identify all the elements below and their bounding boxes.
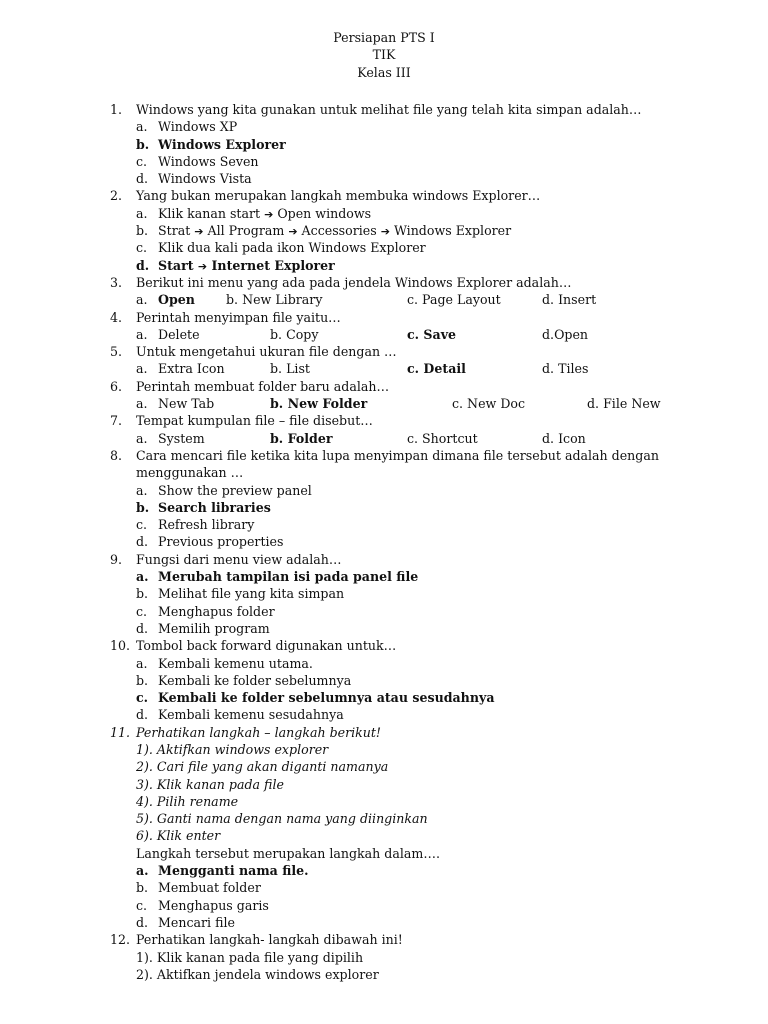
question-number: 11. — [110, 724, 131, 740]
options-row-6: a. New Tab b. New Folder c. New Doc d. File New — [136, 396, 661, 412]
question-number: 2. — [110, 188, 123, 204]
right-arrow-icon: ➔ — [194, 225, 204, 239]
option-5c-answer: c. Detail — [407, 361, 466, 377]
option-4b: b. Copy — [270, 326, 319, 342]
question-text: Cara mencari file ketika kita lupa menyimpan dimana file tersebut adalah dengan — [136, 447, 659, 463]
question-text: Tempat kumpulan file – file disebut… — [136, 413, 373, 429]
option-3d: d. Insert — [542, 292, 597, 308]
header-subject: TIK — [372, 47, 396, 62]
question-9 — [0, 551, 768, 568]
options-row-7: a. System b. Folder c. Shortcut d. Icon — [136, 430, 586, 446]
option-5a: Extra Icon — [158, 361, 225, 377]
question-number: 7. — [110, 413, 123, 429]
option-5d: d. Tiles — [542, 361, 589, 377]
option-3b: b. New Library — [226, 292, 323, 308]
question-text: Tombol back forward digunakan untuk… — [136, 638, 397, 654]
option-6d: d. File New — [587, 396, 661, 412]
question-8 — [0, 447, 768, 464]
question-12 — [0, 931, 768, 948]
option-10a: a. Kembali kemenu utama. — [136, 655, 313, 671]
question-8-continued — [0, 464, 768, 481]
question-text: Windows yang kita gunakan untuk melihat file yang telah kita simpan adalah… — [136, 102, 642, 117]
question-text: Perhatikan langkah – langkah berikut! — [136, 724, 381, 740]
options-row-3: a. Open b. New Library c. Page Layout d. Insert — [136, 292, 597, 308]
options-row-4: a. Delete b. Copy c. Save d.Open — [136, 326, 589, 342]
step-4: 4). Pilih rename — [136, 793, 239, 809]
question-number: 6. — [110, 378, 123, 394]
option-7a: System — [158, 430, 205, 446]
option-6b-answer: b. New Folder — [270, 396, 368, 412]
step-6: 6). Klik enter — [136, 828, 221, 844]
question-4 — [0, 309, 768, 326]
option-9d: d. Memilih program — [136, 620, 270, 636]
right-arrow-icon: ➔ — [288, 225, 298, 239]
step-3: 3). Klik kanan pada file — [136, 776, 284, 792]
question-text: Berikut ini menu yang ada pada jendela Windows Explorer adalah… — [136, 274, 572, 290]
step-12-1: 1). Klik kanan pada file yang dipilih — [136, 949, 364, 965]
option-8d: d. Previous properties — [136, 534, 284, 550]
option-2d-answer: d. Start ➔ Internet Explorer — [136, 257, 335, 273]
option-8c: c. Refresh library — [136, 517, 255, 533]
step-5: 5). Ganti nama dengan nama yang diinginkan — [136, 811, 428, 827]
option-10c-answer: c. Kembali ke folder sebelumnya atau sesudahnya — [136, 690, 495, 706]
question-number: 9. — [110, 551, 123, 567]
header-class: Kelas III — [357, 64, 411, 80]
option-2c: c. Klik dua kali pada ikon Windows Explorer — [136, 240, 426, 256]
option-1a: a. Windows XP — [136, 119, 238, 135]
question-5 — [0, 343, 768, 360]
option-11d: d. Mencari file — [136, 914, 235, 930]
option-3a-answer: Open — [158, 292, 195, 308]
option-7b-answer: b. Folder — [270, 430, 333, 446]
question-11-prompt: Langkah tersebut merupakan langkah dalam…. — [136, 845, 440, 861]
option-11c: c. Menghapus garis — [136, 897, 269, 913]
option-7c: c. Shortcut — [407, 430, 478, 446]
question-number: 1. — [110, 102, 123, 117]
option-3c: c. Page Layout — [407, 292, 501, 308]
document-header — [0, 29, 768, 82]
step-1: 1). Aktifkan windows explorer — [136, 741, 329, 757]
option-10b: b. Kembali ke folder sebelumnya — [136, 672, 352, 688]
question-number: 8. — [110, 447, 123, 463]
option-1b-answer: b. Windows Explorer — [136, 136, 286, 152]
option-6c: c. New Doc — [452, 396, 526, 412]
question-11 — [0, 724, 768, 741]
option-11b: b. Membuat folder — [136, 880, 261, 896]
option-8a: a. Show the preview panel — [136, 482, 312, 498]
option-10d: d. Kembali kemenu sesudahnya — [136, 707, 344, 723]
question-text: Perintah membuat folder baru adalah… — [136, 378, 390, 394]
question-text: Untuk mengetahui ukuran file dengan … — [136, 344, 397, 360]
question-number: 3. — [110, 274, 123, 290]
right-arrow-icon: ➔ — [380, 225, 390, 239]
option-9c: c. Menghapus folder — [136, 603, 275, 619]
question-text: Fungsi dari menu view adalah… — [136, 551, 342, 567]
header-title: Persiapan PTS I — [333, 29, 435, 45]
option-5b: b. List — [270, 361, 310, 377]
question-3 — [0, 274, 768, 291]
step-2: 2). Cari file yang akan diganti namanya — [136, 759, 389, 775]
question-10 — [0, 637, 768, 654]
option-4d: d.Open — [542, 326, 589, 342]
option-9b: b. Melihat file yang kita simpan — [136, 586, 345, 602]
question-number: 5. — [110, 344, 123, 360]
question-text: Perintah menyimpan file yaitu… — [136, 309, 341, 325]
option-8b-answer: b. Search libraries — [136, 499, 271, 515]
question-number: 4. — [110, 309, 123, 325]
question-text-continued: menggunakan … — [136, 465, 244, 481]
option-11a-answer: a. Mengganti nama file. — [136, 863, 309, 879]
question-text: Perhatikan langkah- langkah dibawah ini! — [136, 932, 403, 948]
step-12-2: 2). Aktifkan jendela windows explorer — [136, 966, 379, 982]
question-7 — [0, 412, 768, 429]
question-6 — [0, 378, 768, 395]
option-1c: c. Windows Seven — [136, 153, 259, 169]
question-number: 12. — [110, 932, 131, 948]
right-arrow-icon: ➔ — [264, 207, 274, 221]
question-number: 10. — [110, 638, 131, 654]
option-9a-answer: a. Merubah tampilan isi pada panel file — [136, 569, 419, 585]
option-4c-answer: c. Save — [407, 326, 457, 342]
right-arrow-icon: ➔ — [197, 259, 208, 273]
option-2a: a. Klik kanan start ➔ Open windows — [136, 205, 372, 221]
question-text: Yang bukan merupakan langkah membuka windows Explorer… — [136, 188, 541, 204]
option-6a: New Tab — [158, 396, 215, 412]
question-1 — [0, 101, 768, 118]
option-1d: d. Windows Vista — [136, 171, 252, 187]
option-7d: d. Icon — [542, 430, 586, 446]
option-2b: b. Strat ➔ All Program ➔ Accessories ➔ Windows Explorer — [136, 223, 512, 239]
option-4a: Delete — [158, 326, 200, 342]
options-row-5: a. Extra Icon b. List c. Detail d. Tiles — [136, 361, 589, 377]
question-2 — [0, 187, 768, 204]
